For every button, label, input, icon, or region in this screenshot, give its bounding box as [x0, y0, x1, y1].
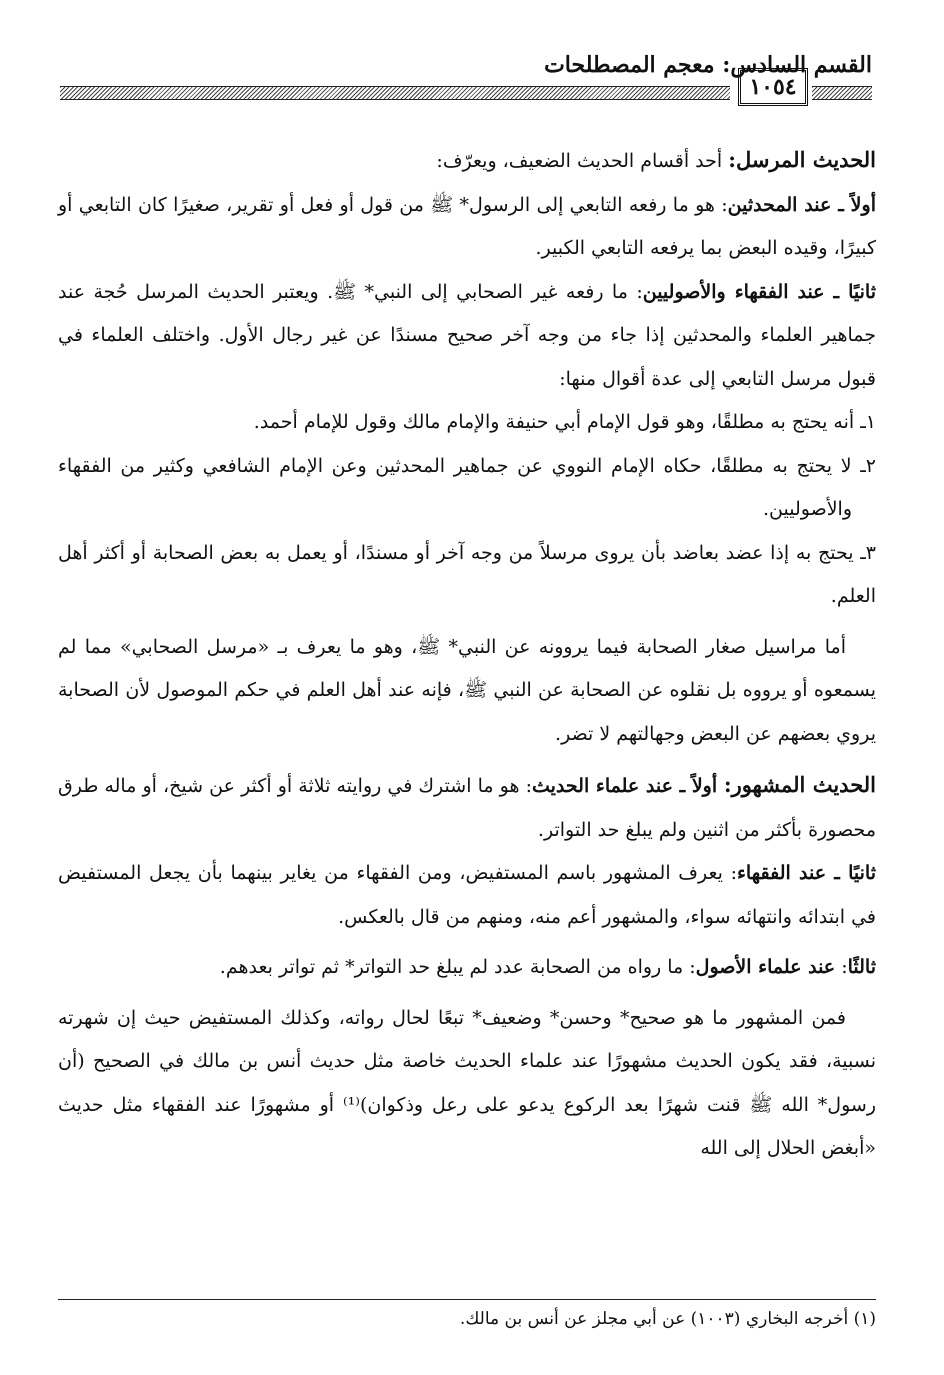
subheading-thalithan: ثالثًا [847, 956, 876, 978]
entry-mashhur-usul [58, 946, 876, 990]
main-text [58, 138, 876, 1171]
entry-mashhur-heading [58, 763, 876, 852]
definition-text: أحد أقسام الحديث الضعيف، ويعرّف: [436, 150, 729, 172]
header-rule-left [60, 86, 730, 100]
term-mursal: الحديث المرسل: [728, 147, 876, 172]
paragraph-text: : ما رفعه غير الصحابي إلى النبي* ﷺ. ويعتبر الحديث المرسل حُجة عند جماهير العلماء والمحدثين إذا جاء من وجه آخر صحيح مسندًا عن غير رجال الأول. واختلف العلماء في قبول مرسل التابعي إلى عدة أقوال منها: [58, 280, 876, 390]
paragraph-text: : يعرف المشهور باسم المستفيض، ومن الفقهاء من يغاير بينهما بأن يجعل المستفيض في ابتدائه وانتهائه سواء، والمشهور أعم منه، ومنهم من قال بالعكس. [58, 862, 876, 928]
page-header [60, 52, 872, 102]
list-item-1: ١ـ أنه يحتج به مطلقًا، وهو قول الإمام أبي حنيفة والإمام مالك وقول للإمام أحمد. [253, 411, 876, 433]
entry-mursal-muhaddithin [58, 184, 876, 271]
paragraph-text: : ما رواه من الصحابة عدد لم يبلغ حد التواتر* ثم تواتر بعدهم. [219, 956, 696, 978]
paragraph-text: : هو ما اشترك في روايته ثلاثة أو أكثر عن شيخ، أو ماله طرق محصورة بأكثر من اثنين ولم يبلغ حد التواتر. [58, 775, 876, 841]
running-title: القسم السادس: معجم المصطلحات [544, 52, 872, 78]
header-rule-right [812, 86, 872, 100]
term-mashhur: الحديث المشهور: [723, 772, 876, 797]
separator-text: : [835, 956, 848, 978]
paragraph-sahaba-marasil: أما مراسيل صغار الصحابة فيما يروونه عن النبي* ﷺ، وهو ما يعرف بـ «مرسل الصحابي» مما لم يسمعوه أو يرووه بل نقلوه عن الصحابة عن النبي ﷺ، فإنه عند أهل العلم في حكم الموصول لأن الصحابة يروي بعضهم عن البعض وجهالتهم لا تضر. [58, 635, 876, 745]
subheading-ulama-hadith: أولاً ـ عند علماء الحديث [531, 775, 724, 797]
page-number: ١٠٥٤ [738, 68, 808, 106]
subheading-muhaddithin: أولاً ـ عند المحدثين [727, 193, 876, 216]
entry-mursal-heading [58, 138, 876, 184]
entry-mashhur-fuqaha [58, 852, 876, 939]
paragraph-text: : هو ما رفعه التابعي إلى الرسول* ﷺ من قول أو فعل أو تقرير، صغيرًا كان التابعي أو كبيرًا، وقيده البعض بما يرفعه التابعي الكبير. [58, 193, 876, 259]
subheading-ulama-usul: عند علماء الأصول [695, 956, 836, 978]
footnote-divider [58, 1299, 876, 1300]
entry-mursal-fuqaha [58, 271, 876, 402]
list-item-2: ٢ـ لا يحتج به مطلقًا، حكاه الإمام النووي عن جماهير المحدثين وعن الإمام الشافعي وكثير من الفقهاء والأصوليين. [58, 454, 876, 520]
subheading-fuqaha: ثانيًا ـ عند الفقهاء [736, 862, 876, 884]
footnote: (١) أخرجه البخاري (١٠٠٣) عن أبي مجلز عن أنس بن مالك. [459, 1309, 876, 1329]
list-item-3: ٣ـ يحتج به إذا عضد بعاضد بأن يروى مرسلاً من وجه آخر أو مسندًا، أو يعمل به بعض الصحابة أو أكثر أهل العلم. [58, 541, 876, 607]
subheading-fuqaha-usuliyyin: ثانيًا ـ عند الفقهاء والأصوليين [642, 280, 876, 303]
paragraph-mashhur-examples: فمن المشهور ما هو صحيح* وحسن* وضعيف* تبعًا لحال رواته، وكذلك المستفيض حيث إن شهرته نسبية، فقد يكون الحديث مشهورًا عند علماء الحديث خاصة مثل حديث أنس بن مالك في الصحيح (أن رسول* الله ﷺ قنت شهرًا بعد الركوع يدعو على رعل وذكوان)⁽¹⁾ أو مشهورًا عند الفقهاء مثل حديث «أبغض الحلال إلى الله [58, 1006, 876, 1159]
